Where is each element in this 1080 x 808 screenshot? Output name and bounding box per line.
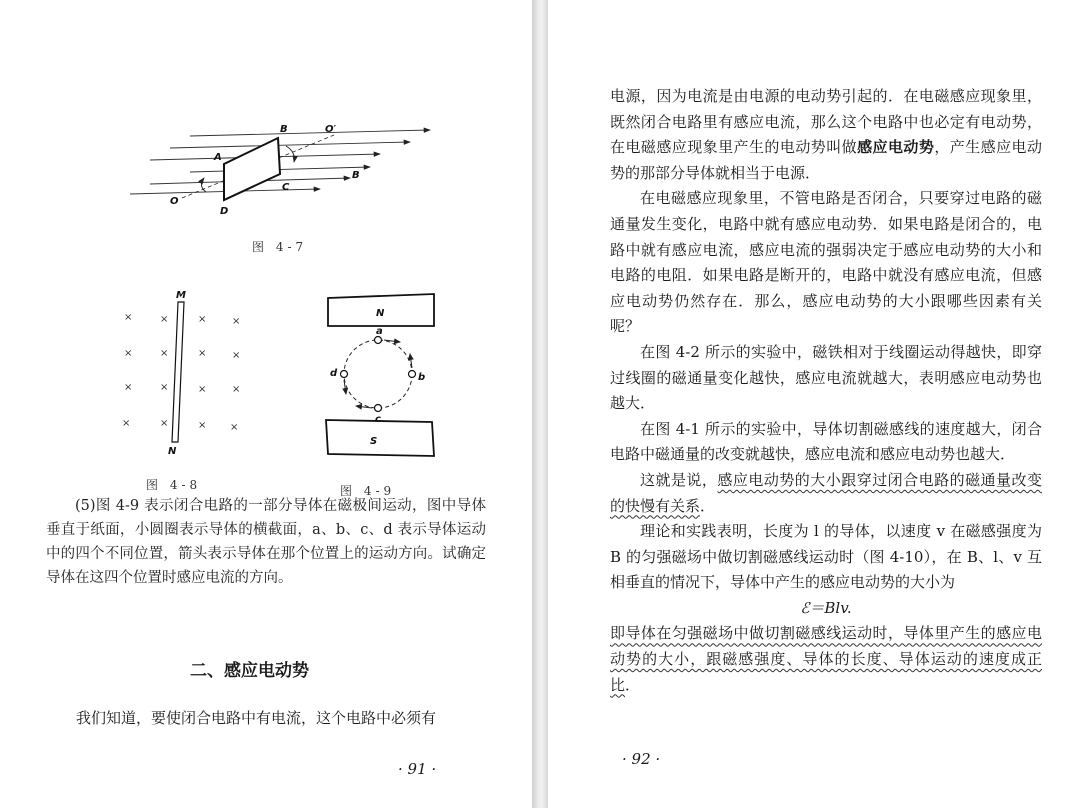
field-mark: × xyxy=(230,422,239,433)
field-mark: × xyxy=(124,348,133,359)
right-page xyxy=(548,0,1080,808)
fig49-label-a: a xyxy=(376,326,383,337)
field-mark: × xyxy=(160,314,169,325)
fig47-label-A: A xyxy=(214,152,222,163)
paragraph-6: 理论和实践表明，长度为 l 的导体，以速度 v 在磁感强度为 B 的匀强磁场中做切割磁感线运动时（图 4-10），在 B、l、v 互相垂直的情况下，导体中产生的感应电动势的大小为 xyxy=(610,522,1042,592)
field-mark: × xyxy=(124,312,133,323)
fig48-label-N: N xyxy=(168,446,177,457)
figure-4-9-drawing xyxy=(318,288,442,466)
field-mark: × xyxy=(198,420,207,431)
field-mark: × xyxy=(232,316,241,327)
fig47-label-C: C xyxy=(282,182,290,193)
paragraph-5: 这就是说，感应电动势的大小跟穿过闭合电路的磁通量改变的快慢有关系． xyxy=(610,470,1042,515)
fig49-label-N: N xyxy=(376,308,385,319)
fig49-label-d: d xyxy=(330,368,338,379)
figure-4-7-drawing xyxy=(120,118,450,224)
field-mark: × xyxy=(160,382,169,393)
paragraph-2: 在电磁感应现象里，不管电路是否闭合，只要穿过电路的磁通量发生变化，电路中就有感应电动势．如果电路是闭合的，电路中就有感应电流，感应电流的强弱决定于感应电动势的大小和电路的电阻．如果电路是断开的，电路中就没有感应电流，但感应电动势仍然存在．那么，感应电动势的大小跟哪些因素有关呢？ xyxy=(610,189,1042,336)
field-mark: × xyxy=(122,418,131,429)
paragraph-4: 在图 4-1 所示的实验中，导体切割磁感线的速度越大，闭合电路中磁通量的改变就越快，感应电流和感应电动势也越大． xyxy=(610,419,1042,464)
exercise-5 xyxy=(46,494,486,590)
figure-4-8-caption: 图 4-8 xyxy=(146,478,202,492)
fig47-label-D: D xyxy=(220,206,229,217)
figure-4-7 xyxy=(120,118,450,224)
formula-emf: ℰ＝Blv. xyxy=(800,598,852,617)
field-mark: × xyxy=(198,384,207,395)
field-mark: × xyxy=(160,418,169,429)
paragraph-3: 在图 4-2 所示的实验中，磁铁相对于线圈运动得越快，即穿过线圈的磁通量变化越快，感应电流就越大，表明感应电动势也越大． xyxy=(610,342,1042,413)
field-mark: × xyxy=(232,384,241,395)
figure-4-7-caption: 图 4-7 xyxy=(252,240,308,254)
figure-4-9-caption: 图 4-9 xyxy=(340,484,396,498)
book-gutter xyxy=(532,0,548,808)
term-induced-emf: 感应电动势 xyxy=(857,138,935,157)
exercise-text: (5)图 4-9 表示闭合电路的一部分导体在磁极间运动，图中导体垂直于纸面，小圆圈表示导体的横截面，a、b、c、d 表示导体运动中的四个不同位置，箭头表示导体在那个位置上的运动方向。试确定导体在这四个位置时感应电流的方向。 xyxy=(46,498,486,586)
fig47-label-B-top: B xyxy=(280,124,288,135)
figure-4-8 xyxy=(112,286,252,458)
page-number-92: · 92 · xyxy=(622,750,661,768)
paragraph-1: 电源，因为电流是由电源的电动势引起的．在电磁感应现象里，既然闭合电路里有感应电流，那么这个电路中也必定有电动势，在电磁感应现象里产生的电动势叫做感应电动势，产生感应电动势的那部分导体就相当于电源． xyxy=(610,87,1042,182)
field-mark: × xyxy=(160,348,169,359)
emphasis-proportional: 即导体在匀强磁场中做切割磁感线运动时，导体里产生的感应电动势的大小，跟磁感强度、导体的长度、导体运动的速度成正比 xyxy=(610,624,1042,694)
page-number-91: · 91 · xyxy=(398,760,437,778)
figure-4-9 xyxy=(318,288,442,466)
emphasis-rate-of-change: 感应电动势的大小跟穿过闭合电路的磁通量改变的快慢有关系 xyxy=(610,470,1042,515)
left-page xyxy=(0,0,532,808)
fig49-label-S: S xyxy=(370,436,378,447)
figure-4-8-drawing xyxy=(112,286,252,458)
fig48-label-M: M xyxy=(176,290,186,301)
field-mark: × xyxy=(198,314,207,325)
field-mark: × xyxy=(124,382,133,393)
field-mark: × xyxy=(232,350,241,361)
fig49-label-b: b xyxy=(418,372,426,383)
fig47-label-B-right: B xyxy=(352,170,360,181)
field-mark: × xyxy=(198,348,207,359)
fig49-label-c: c xyxy=(375,414,381,425)
fig47-label-O: O xyxy=(170,196,179,207)
section-heading: 二、感应电动势 xyxy=(190,661,309,681)
paragraph-7: 即导体在匀强磁场中做切割磁感线运动时，导体里产生的感应电动势的大小，跟磁感强度、导体的长度、导体运动的速度成正比． xyxy=(610,624,1042,694)
right-body-text xyxy=(610,84,1042,698)
left-body-text: 我们知道，要使闭合电路中有电流，这个电路中必须有 xyxy=(76,709,437,727)
fig47-label-O-prime: O′ xyxy=(325,124,337,135)
